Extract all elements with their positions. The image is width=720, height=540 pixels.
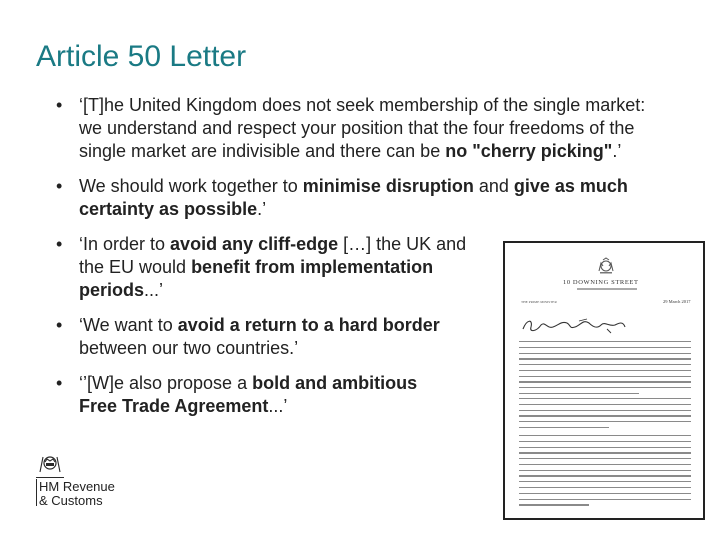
text-run: We should work together to xyxy=(79,176,303,196)
text-run: ‘’[W]e also propose a xyxy=(79,373,253,393)
bullet-text xyxy=(79,234,466,300)
text-run: ‘We want to xyxy=(79,315,178,335)
letter-paragraph xyxy=(519,398,691,433)
logo-text-line2: & Customs xyxy=(39,493,103,508)
text-run: ...’ xyxy=(268,396,288,416)
bullet-dot: • xyxy=(56,95,63,115)
letter-from: THE PRIME MINISTER xyxy=(521,300,557,304)
text-run: […] the UK and the EU would xyxy=(79,234,467,277)
text-run: ‘In order to xyxy=(79,234,171,254)
bullet-text xyxy=(79,176,628,219)
letter-paragraph xyxy=(519,435,691,510)
text-run: ...’ xyxy=(144,280,164,300)
bullet-text xyxy=(79,373,417,416)
letter-address: 10 DOWNING STREET xyxy=(563,279,639,286)
bullet-item xyxy=(56,94,659,163)
handwritten-salutation xyxy=(519,315,629,337)
bullet-dot: • xyxy=(56,373,63,393)
letter-sub-rule xyxy=(577,288,637,290)
royal-crest-icon xyxy=(596,257,616,275)
bullet-item xyxy=(56,314,489,360)
bullet-dot: • xyxy=(56,315,63,335)
letter-image xyxy=(503,241,705,520)
slide-title: Article 50 Letter xyxy=(36,40,247,73)
bold-phrase: minimise disruption xyxy=(302,176,474,196)
crown-crest-icon xyxy=(36,452,64,474)
bold-phrase: benefit from implementation periods xyxy=(79,257,434,300)
bullet-text xyxy=(79,315,440,358)
text-run: and xyxy=(473,176,514,196)
bullet-item xyxy=(56,233,481,302)
bold-phrase: bold and ambitious Free Trade Agreement xyxy=(79,373,418,416)
bullet-dot: • xyxy=(56,234,63,254)
text-run: .’ xyxy=(612,141,622,161)
logo-rule xyxy=(36,477,64,478)
bold-phrase: avoid a return to a hard border xyxy=(177,315,440,335)
bold-phrase: no "cherry picking" xyxy=(445,141,613,161)
text-run: .’ xyxy=(257,199,267,219)
bullet-dot: • xyxy=(56,176,63,196)
text-run: between our two countries.’ xyxy=(79,338,299,358)
letter-paragraph xyxy=(519,341,691,399)
bullet-item xyxy=(56,372,459,418)
text-run: ‘[T]he United Kingdom does not seek membership of the single market: we understand and respect your position that the four freedoms of the single market are indivisible and there can be xyxy=(79,95,646,161)
bullet-text xyxy=(79,95,645,161)
logo-text-line1: HM Revenue xyxy=(39,479,115,494)
letter-date: 29 March 2017 xyxy=(663,299,691,304)
bold-phrase: give as much certainty as possible xyxy=(79,176,628,219)
bold-phrase: avoid any cliff-edge xyxy=(170,234,339,254)
bullet-item xyxy=(56,175,659,221)
logo-bar xyxy=(36,479,37,506)
